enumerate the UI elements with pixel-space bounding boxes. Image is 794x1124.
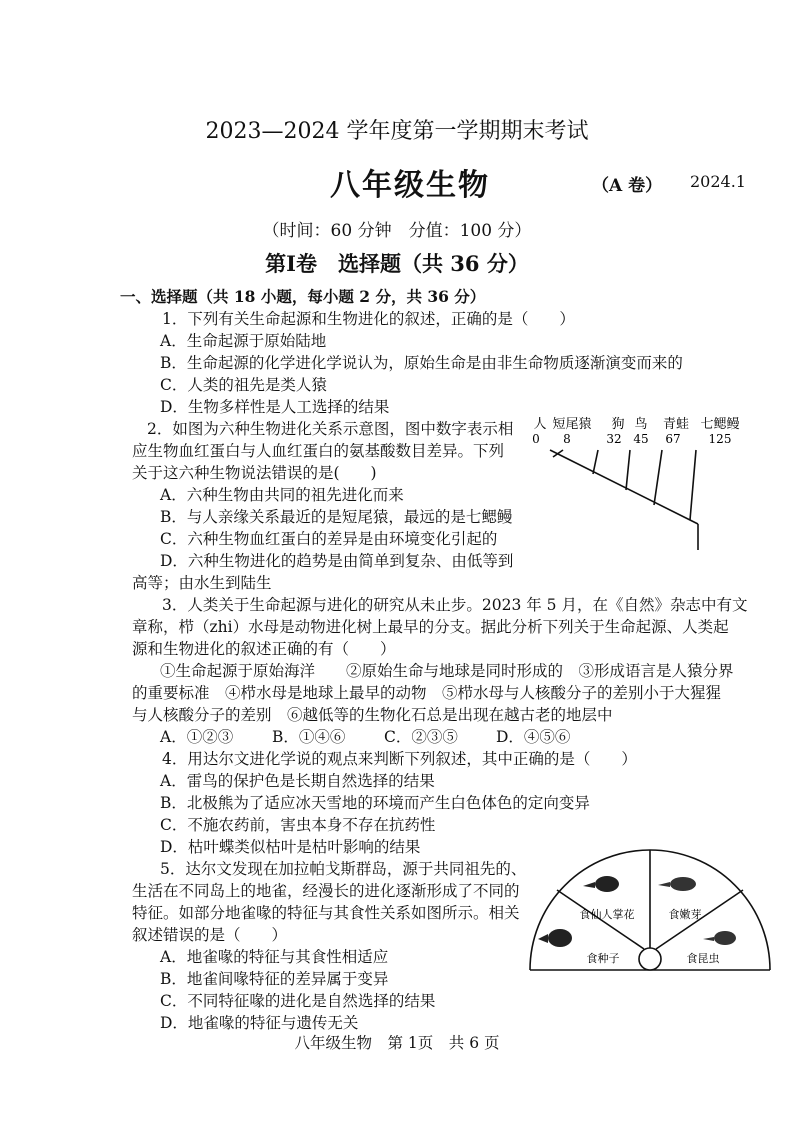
q4-option-c: C．不施农药前，害虫本身不存在抗药性 [160,816,436,834]
q1-option-d: D．生物多样性是人工选择的结果 [160,398,390,416]
q3-statements-line1: ①生命起源于原始海洋 ②原始生命与地球是同时形成的 ③形成语言是人猿分界 [160,662,734,680]
q1-option-c: C．人类的祖先是类人猿 [160,376,327,394]
q3-choice-b: B．①④⑥ [272,728,346,746]
finch-head-icon [658,877,696,891]
q5-option-d: D．地雀喙的特征与遗传无关 [160,1014,359,1032]
finch-head-icon [538,929,572,947]
q5-option-c: C．不同特征喙的进化是自然选择的结果 [160,992,436,1010]
tree-species-label: 鸟 [634,417,648,432]
q3-stem-line3: 源和生物进化的叙述正确的有（ ） [132,640,396,658]
q4-option-d: D．枯叶蝶类似枯叶是枯叶影响的结果 [160,838,421,856]
q3-statements-line3: 与人核酸分子的差别 ⑥越低等的生物化石总是出现在越古老的地层中 [132,706,613,724]
tree-species-label: 狗 [611,417,625,432]
q2-option-d-line2: 高等；由水生到陆生 [132,574,272,592]
diagram-label-cactus-flower: 食仙人掌花 [579,908,635,921]
q5-stem-line4: 叙述错误的是（ ） [132,926,288,944]
q5-stem-line1: 5．达尔文发现在加拉帕戈斯群岛，源于共同祖先的、 [160,860,527,878]
diagram-label-buds: 食嫩芽 [668,908,702,921]
q3-stem-line1: 3．人类关于生命起源与进化的研究从未止步。2023 年 5 月，在《自然》杂志中有文 [162,596,748,614]
tree-species-label: 青蛙 [662,417,690,432]
q2-option-d-line1: D．六种生物进化的趋势是由简单到复杂、由低等到 [160,552,514,570]
q3-statements-line2: 的重要标准 ④栉水母是地球上最早的动物 ⑤栉水母与人核酸分子的差别小于大猩猩 [132,684,722,702]
page-footer: 八年级生物 第 1页 共 6 页 [294,1034,500,1052]
tree-species-label: 短尾猿 [552,417,592,432]
section-heading: 一、选择题（共 18 小题，每小题 2 分，共 36 分） [120,287,486,306]
paper-version: （A 卷） [592,176,663,196]
part-title: 第Ⅰ卷 选择题（共 36 分） [265,251,529,276]
tree-difference-number: 8 [563,432,571,446]
exam-date: 2024.1 [690,172,746,191]
exam-title: 2023—2024 学年度第一学期期末考试 [205,119,589,144]
q2-stem-line3: 关于这六种生物说法错误的是( ) [132,464,377,482]
q4-option-a: A．雷鸟的保护色是长期自然选择的结果 [160,772,435,790]
q4-option-b: B．北极熊为了适应冰天雪地的环境而产生白色体色的定向变异 [160,794,590,812]
q3-choice-d: D．④⑤⑥ [496,728,571,746]
tree-species-label: 七鳃鳗 [700,417,740,432]
finch-beak-diagram [525,842,780,977]
q3-stem-line2: 章称，栉（zhi）水母是动物进化树上最早的分支。据此分析下列关于生命起源、人类起 [132,618,729,636]
q3-choice-a: A．①②③ [160,728,234,746]
tree-species-label: 人 [533,417,547,432]
q1-stem: 1．下列有关生命起源和生物进化的叙述，正确的是（ ） [162,310,575,328]
tree-difference-number: 0 [532,432,540,446]
q2-option-c: C．六种生物血红蛋白的差异是由环境变化引起的 [160,530,498,548]
tree-difference-number: 45 [633,432,649,446]
q5-option-a: A．地雀喙的特征与其食性相适应 [160,948,389,966]
q1-option-a: A．生命起源于原始陆地 [160,332,327,350]
q5-stem-line3: 特征。如部分地雀喙的特征与其食性关系如图所示。相关 [132,904,520,922]
diagram-center-circle [639,948,661,970]
tree-difference-number: 125 [708,432,732,446]
tree-branches [550,450,698,550]
diagram-label-seeds: 食种子 [586,952,620,965]
q5-stem-line2: 生活在不同岛上的地雀，经漫长的进化逐渐形成了不同的 [132,882,520,900]
q2-stem-line2: 应生物血红蛋白与人血红蛋白的氨基酸数目差异。下列 [132,442,505,460]
q2-stem-line1: 2．如图为六种生物进化关系示意图，图中数字表示相 [147,420,514,438]
subject-title: 八年级生物 [330,168,490,203]
finch-head-icon [583,876,619,892]
q4-stem: 4．用达尔文进化学说的观点来判断下列叙述，其中正确的是（ ） [162,750,637,768]
q2-option-a: A．六种生物由共同的祖先进化而来 [160,486,404,504]
q5-option-b: B．地雀间喙特征的差异属于变异 [160,970,389,988]
diagram-label-insects: 食昆虫 [686,952,720,965]
tree-difference-number: 67 [665,432,681,446]
q1-option-b: B．生命起源的化学进化学说认为，原始生命是由非生命物质逐渐演变而来的 [160,354,683,372]
time-score: （时间：60 分钟 分值：100 分） [262,221,532,241]
phylogenetic-tree-figure [520,412,760,557]
q3-choice-c: C．②③⑤ [384,728,458,746]
tree-difference-number: 32 [606,432,622,446]
q2-option-b: B．与人亲缘关系最近的是短尾猿，最远的是七鳃鳗 [160,508,513,526]
finch-head-icon [703,931,736,945]
